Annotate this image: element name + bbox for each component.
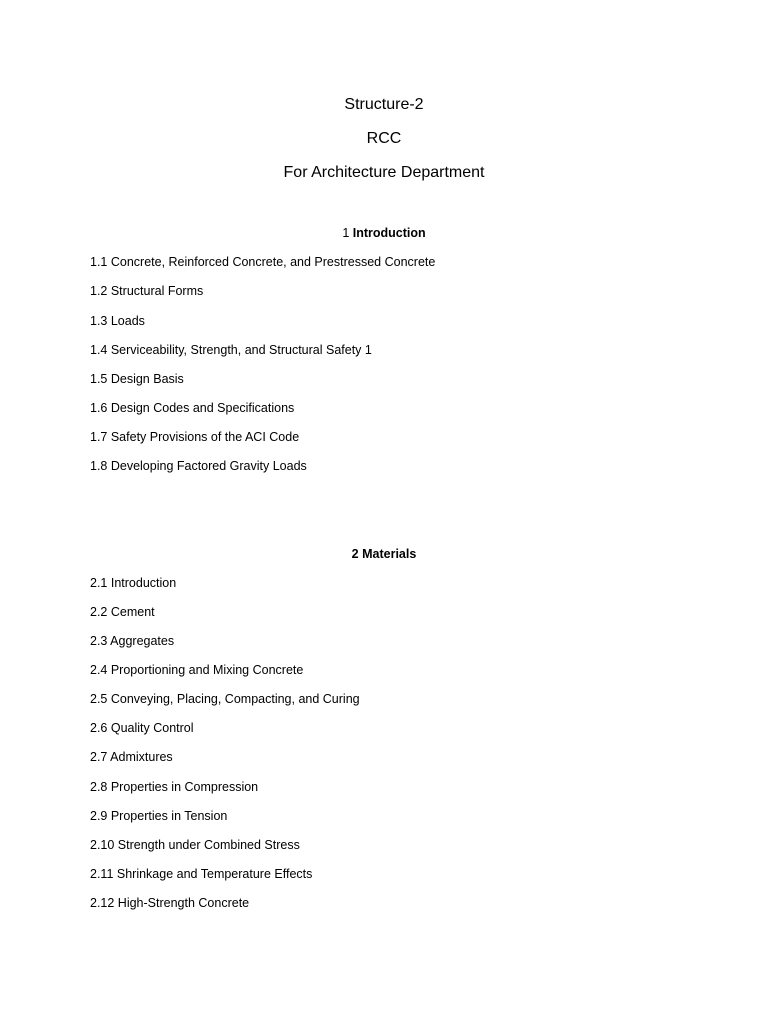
toc-item: 1.7 Safety Provisions of the ACI Code <box>90 430 300 444</box>
toc-item: 1.6 Design Codes and Specifications <box>90 401 295 415</box>
toc-item: 2.11 Shrinkage and Temperature Effects <box>90 867 313 881</box>
toc-item: 2.6 Quality Control <box>90 721 194 735</box>
toc-item: 2.12 High-Strength Concrete <box>90 896 250 910</box>
toc-item: 1.2 Structural Forms <box>90 284 204 298</box>
toc-item: 2.5 Conveying, Placing, Compacting, and Curing <box>90 692 360 706</box>
toc-item: 1.3 Loads <box>90 314 145 328</box>
toc-item: 2.10 Strength under Combined Stress <box>90 838 300 852</box>
department-line: For Architecture Department <box>283 164 485 181</box>
course-subtitle: RCC <box>366 130 402 147</box>
toc-item: 1.4 Serviceability, Strength, and Structural Safety 1 <box>90 343 372 357</box>
toc-item: 2.2 Cement <box>90 605 155 619</box>
toc-item: 2.4 Proportioning and Mixing Concrete <box>90 663 304 677</box>
course-title: Structure-2 <box>344 96 424 113</box>
toc-item: 2.7 Admixtures <box>90 750 173 764</box>
section-heading-materials <box>0 546 768 562</box>
toc-item: 2.1 Introduction <box>90 576 177 590</box>
section-name: Introduction <box>352 226 426 240</box>
toc-item: 1.5 Design Basis <box>90 372 184 386</box>
toc-item: 2.9 Properties in Tension <box>90 809 228 823</box>
section-number: 1 <box>342 226 350 240</box>
toc-item: 2.8 Properties in Compression <box>90 780 259 794</box>
section-name: Materials <box>362 547 417 561</box>
toc-item: 2.3 Aggregates <box>90 634 175 648</box>
section-heading-introduction <box>0 225 768 241</box>
toc-item: 1.1 Concrete, Reinforced Concrete, and Prestressed Concrete <box>90 255 436 269</box>
section-number: 2 <box>351 547 359 561</box>
toc-item: 1.8 Developing Factored Gravity Loads <box>90 459 307 473</box>
